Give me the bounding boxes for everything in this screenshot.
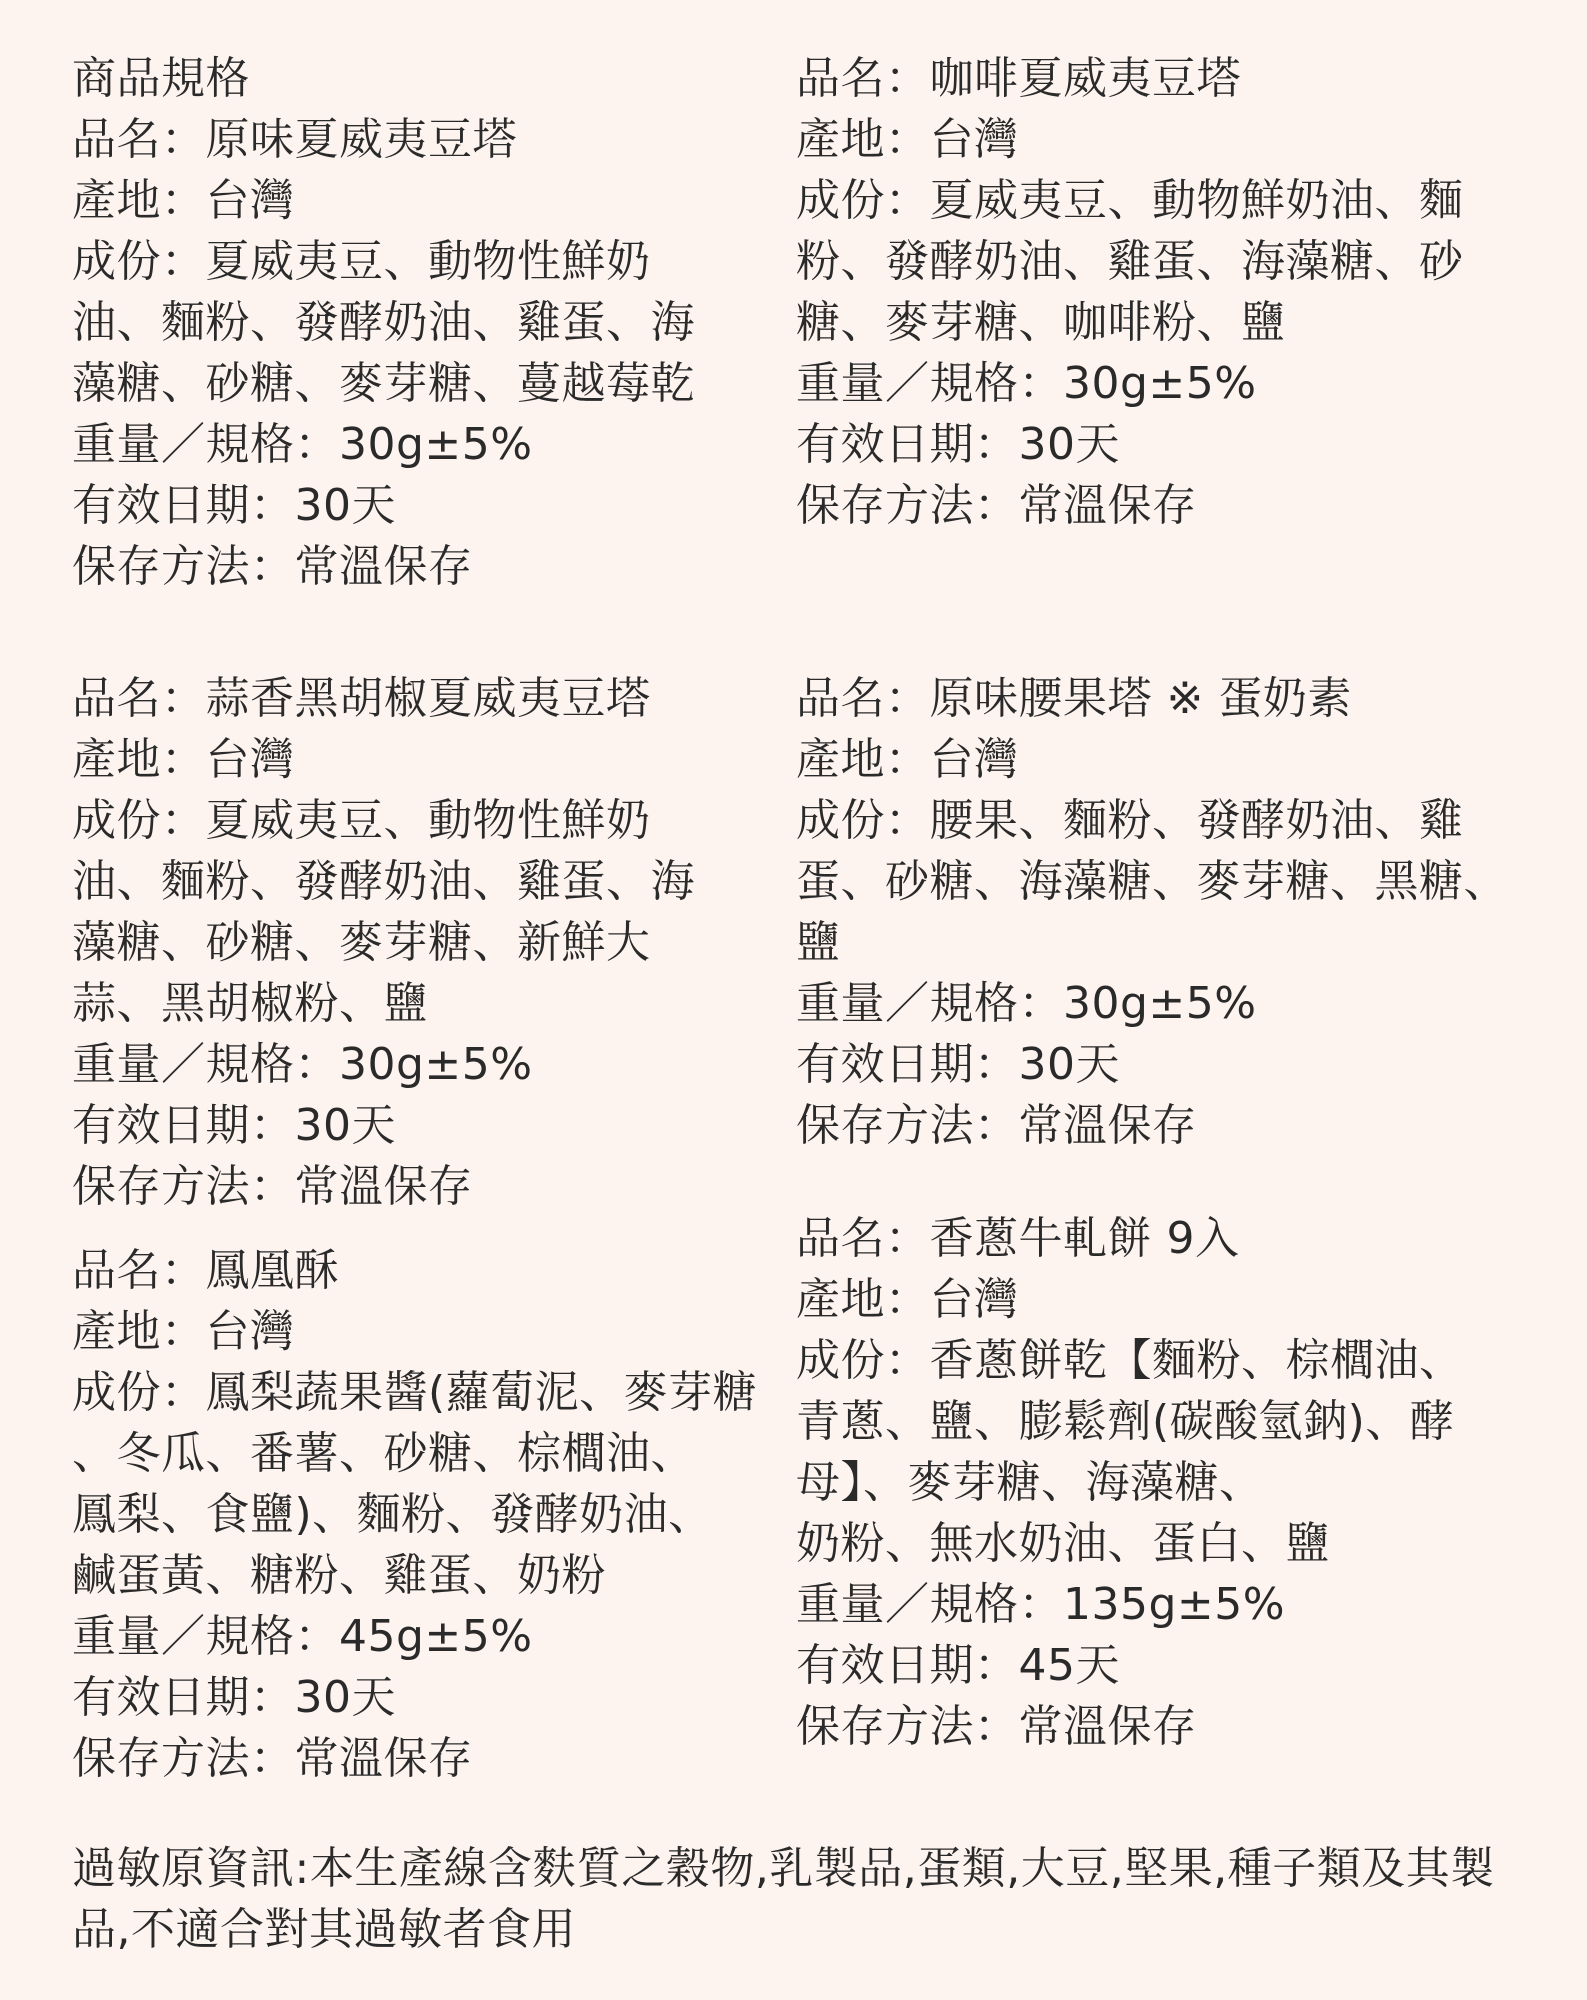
product-spec-coffee-macadamia-tart [796,48,1464,536]
spec-expiry: 有效日期：30天 [796,1039,1120,1090]
spec-ingredients: 藻糖、砂糖、麥芽糖、蔓越莓乾 [72,358,695,409]
spec-name: 品名：咖啡夏威夷豆塔 [796,53,1241,104]
spec-expiry: 有效日期：45天 [796,1640,1120,1691]
spec-origin: 產地：台灣 [72,175,295,226]
spec-storage: 保存方法：常溫保存 [796,1701,1197,1752]
spec-storage: 保存方法：常溫保存 [72,1161,473,1212]
product-spec-cashew-tart [796,668,1508,1156]
spec-ingredients: 成份：夏威夷豆、動物性鮮奶 [72,236,651,287]
spec-ingredients: 、冬瓜、番薯、砂糖、棕櫚油、 [72,1428,695,1479]
spec-origin: 產地：台灣 [796,734,1019,785]
spec-origin: 產地：台灣 [796,114,1019,165]
spec-ingredients: 鳳梨、食鹽)、麵粉、發酵奶油、 [72,1489,713,1540]
spec-ingredients: 鹽 [796,917,841,968]
spec-name: 品名：原味夏威夷豆塔 [72,114,517,165]
allergen-notice-line: 品,不適合對其過敏者食用 [72,1904,576,1955]
spec-ingredients: 奶粉、無水奶油、蛋白、鹽 [796,1518,1330,1569]
spec-ingredients: 藻糖、砂糖、麥芽糖、新鮮大 [72,917,651,968]
spec-ingredients: 成份：香蔥餅乾【麵粉、棕櫚油、 [796,1335,1464,1386]
spec-storage: 保存方法：常溫保存 [72,1733,473,1784]
spec-weight: 重量／規格：30g±5% [796,978,1257,1029]
spec-ingredients: 成份：夏威夷豆、動物性鮮奶 [72,795,651,846]
spec-name: 品名：鳳凰酥 [72,1245,339,1296]
spec-weight: 重量／規格：30g±5% [72,1039,533,1090]
spec-ingredients: 成份：夏威夷豆、動物鮮奶油、麵 [796,175,1464,226]
spec-weight: 重量／規格：45g±5% [72,1611,533,1662]
spec-storage: 保存方法：常溫保存 [796,480,1197,531]
spec-expiry: 有效日期：30天 [72,1100,396,1151]
spec-ingredients: 蛋、砂糖、海藻糖、麥芽糖、黑糖、 [796,856,1508,907]
spec-ingredients: 油、麵粉、發酵奶油、雞蛋、海 [72,297,695,348]
spec-name: 品名：原味腰果塔 ※ 蛋奶素 [796,673,1352,724]
spec-ingredients: 成份：腰果、麵粉、發酵奶油、雞 [796,795,1464,846]
spec-ingredients: 蒜、黑胡椒粉、鹽 [72,978,428,1029]
spec-name: 品名：蒜香黑胡椒夏威夷豆塔 [72,673,651,724]
spec-origin: 產地：台灣 [796,1274,1019,1325]
spec-ingredients: 成份：鳳梨蔬果醬(蘿蔔泥、麥芽糖 [72,1367,758,1418]
spec-expiry: 有效日期：30天 [796,419,1120,470]
spec-expiry: 有效日期：30天 [72,480,396,531]
spec-weight: 重量／規格：30g±5% [72,419,533,470]
spec-ingredients: 油、麵粉、發酵奶油、雞蛋、海 [72,856,695,907]
spec-origin: 產地：台灣 [72,734,295,785]
spec-expiry: 有效日期：30天 [72,1672,396,1723]
spec-weight: 重量／規格：30g±5% [796,358,1257,409]
product-spec-original-macadamia-tart [72,48,695,597]
allergen-notice [72,1838,1532,1960]
spec-ingredients: 青蔥、鹽、膨鬆劑(碳酸氫鈉)、酵 [796,1396,1455,1447]
spec-ingredients: 鹹蛋黃、糖粉、雞蛋、奶粉 [72,1550,606,1601]
spec-ingredients: 母】、麥芽糖、海藻糖、 [796,1457,1264,1508]
spec-ingredients: 粉、發酵奶油、雞蛋、海藻糖、砂 [796,236,1464,287]
product-spec-pineapple-pastry [72,1240,757,1789]
product-spec-scallion-nougat-cracker [796,1208,1464,1757]
spec-storage: 保存方法：常溫保存 [796,1100,1197,1151]
spec-weight: 重量／規格：135g±5% [796,1579,1286,1630]
spec-storage: 保存方法：常溫保存 [72,541,473,592]
spec-name: 品名：香蔥牛軋餅 9入 [796,1213,1240,1264]
section-heading: 商品規格 [72,53,250,104]
spec-ingredients: 糖、麥芽糖、咖啡粉、鹽 [796,297,1286,348]
allergen-notice-line: 過敏原資訊:本生產線含麩質之穀物,乳製品,蛋類,大豆,堅果,種子類及其製 [72,1843,1495,1894]
product-spec-garlic-pepper-tart [72,668,695,1217]
spec-origin: 產地：台灣 [72,1306,295,1357]
